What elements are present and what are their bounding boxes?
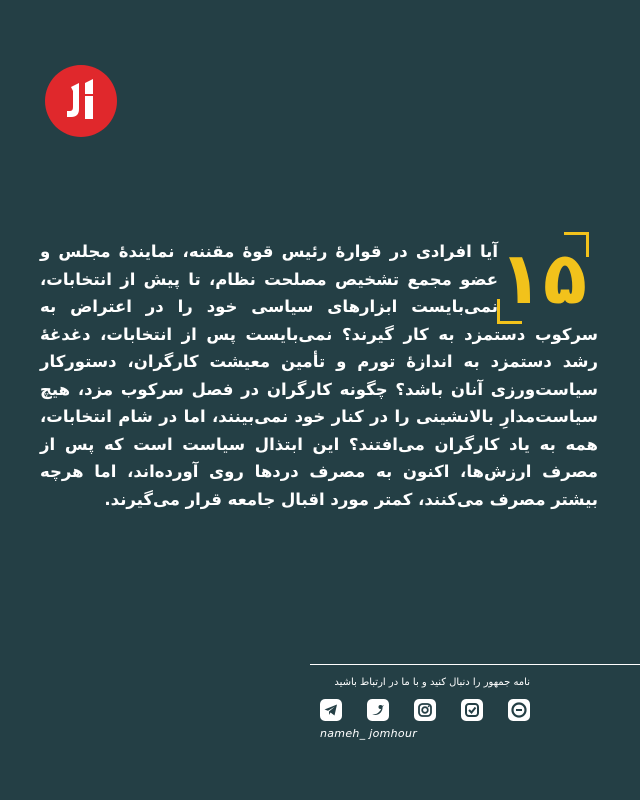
shield-check-icon[interactable] [461, 699, 483, 721]
post-body [40, 238, 598, 513]
instagram-icon[interactable] [414, 699, 436, 721]
post-body-text: آیا افرادی در قوارۀ رئیس قوۀ مقننه، نمایندۀ مجلس و عضو مجمع تشخیص مصلحت نظام، تا پیش از انتخابات، نمی‌بایست ابزارهای سیاسی خود را در اعتراض به سرکوب دستمزد به کار گیرند؟ نمی‌بایست پس از انتخابات، دغدغۀ رشد دستمزد به اندازۀ تورم و تأمین معیشت کارگران، دستورکار سیاست‌ورزی آنان باشد؟ چگونه کارگران در فصل سرکوب مزد، هیچ سیاست‌مدارِ بالانشینی را در کنار خود نمی‌بینند، اما در شام انتخابات، همه به یاد کارگران می‌افتند؟ این ابتذال سیاست است که پس از مصرف ارزش‌ها، اکنون به مصرف دردها روی آورده‌اند، اما هرچه بیشتر مصرف می‌کنند، کمتر مورد اقبال جامعه قرار می‌گیرند. [40, 242, 598, 509]
social-handle: nameh_ jomhour [320, 727, 418, 740]
twitter-icon[interactable] [367, 699, 389, 721]
telegram-icon[interactable] [320, 699, 342, 721]
post-number: ۱۵ [499, 236, 587, 320]
brand-logo [45, 65, 117, 137]
follow-text: نامه جمهور را دنبال کنید و با ما در ارتباط باشید [334, 677, 530, 688]
app-logo-icon[interactable] [508, 699, 530, 721]
footer-divider [310, 664, 640, 665]
brand-logo-mark-icon [45, 65, 117, 137]
social-icons [320, 699, 530, 723]
